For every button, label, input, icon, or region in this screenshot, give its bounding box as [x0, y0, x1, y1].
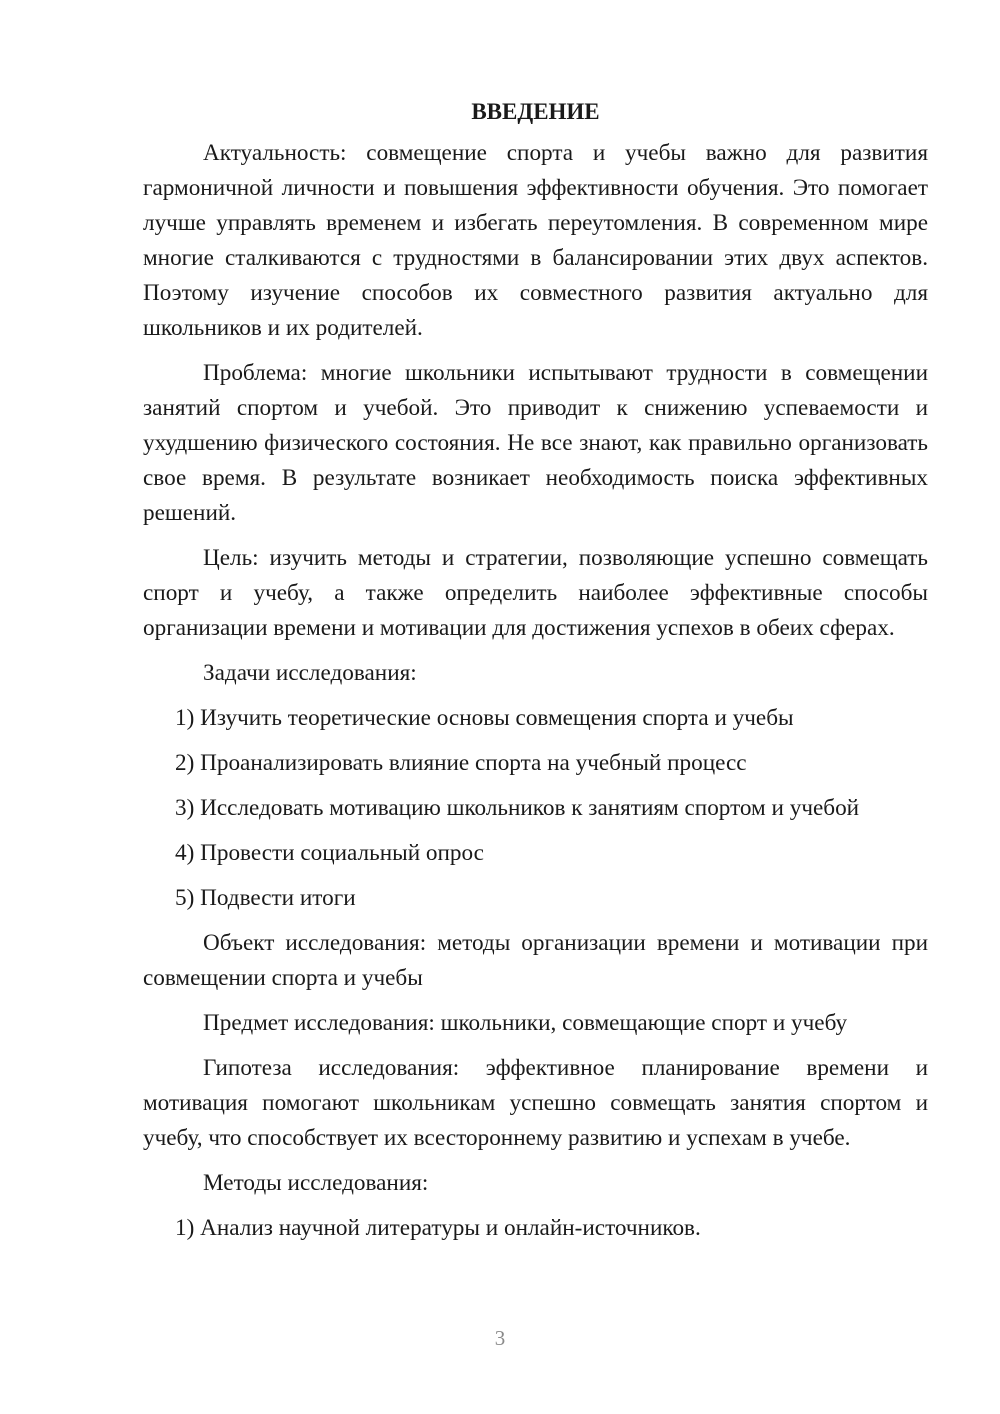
list-item: 5) Подвести итоги: [175, 885, 356, 911]
list-item: 3) Исследовать мотивацию школьников к занятиям спортом и учебой: [175, 795, 860, 821]
goal-paragraph: Цель: изучить методы и стратегии, позволяющие успешно совмещать спорт и учебу, а также определить наиболее эффективные способы организации времени и мотивации для достижения успехов в обеих сферах.: [143, 545, 928, 641]
subject-paragraph: Предмет исследования: школьники, совмещающие спорт и учебу: [203, 1010, 848, 1036]
list-item: 1) Анализ научной литературы и онлайн-источников.: [175, 1215, 701, 1241]
methods-list: [143, 1211, 928, 1246]
section-heading: ВВЕДЕНИЕ: [471, 99, 600, 124]
list-item: 2) Проанализировать влияние спорта на учебный процесс: [175, 750, 747, 776]
page-number: 3: [494, 1326, 506, 1350]
methods-heading: Методы исследования:: [203, 1170, 429, 1196]
hypothesis-paragraph: Гипотеза исследования: эффективное планирование времени и мотивация помогают школьникам успешно совмещать занятия спортом и учебу, что способствует их всестороннему развитию и успехам в учебе.: [143, 1055, 928, 1151]
page-body: [143, 94, 928, 1256]
tasks-list: [143, 701, 928, 916]
object-paragraph: Объект исследования: методы организации времени и мотивации при совмещении спорта и учебы: [143, 930, 928, 991]
problem-paragraph: Проблема: многие школьники испытывают трудности в совмещении занятий спортом и учебой. Это приводит к снижению успеваемости и ухудшению физического состояния. Не все знают, как правильно организовать свое время. В результате возникает необходимость поиска эффективных решений.: [143, 360, 928, 526]
tasks-heading: Задачи исследования:: [203, 660, 417, 686]
relevance-paragraph: Актуальность: совмещение спорта и учебы важно для развития гармоничной личности и повышения эффективности обучения. Это помогает лучше управлять временем и избегать переутомления. В современном мире многие сталкиваются с трудностями в балансировании этих двух аспектов. Поэтому изучение способов их совместного развития актуально для школьников и их родителей.: [143, 140, 928, 341]
list-item: 4) Провести социальный опрос: [175, 840, 484, 866]
list-item: 1) Изучить теоретические основы совмещения спорта и учебы: [175, 705, 794, 731]
